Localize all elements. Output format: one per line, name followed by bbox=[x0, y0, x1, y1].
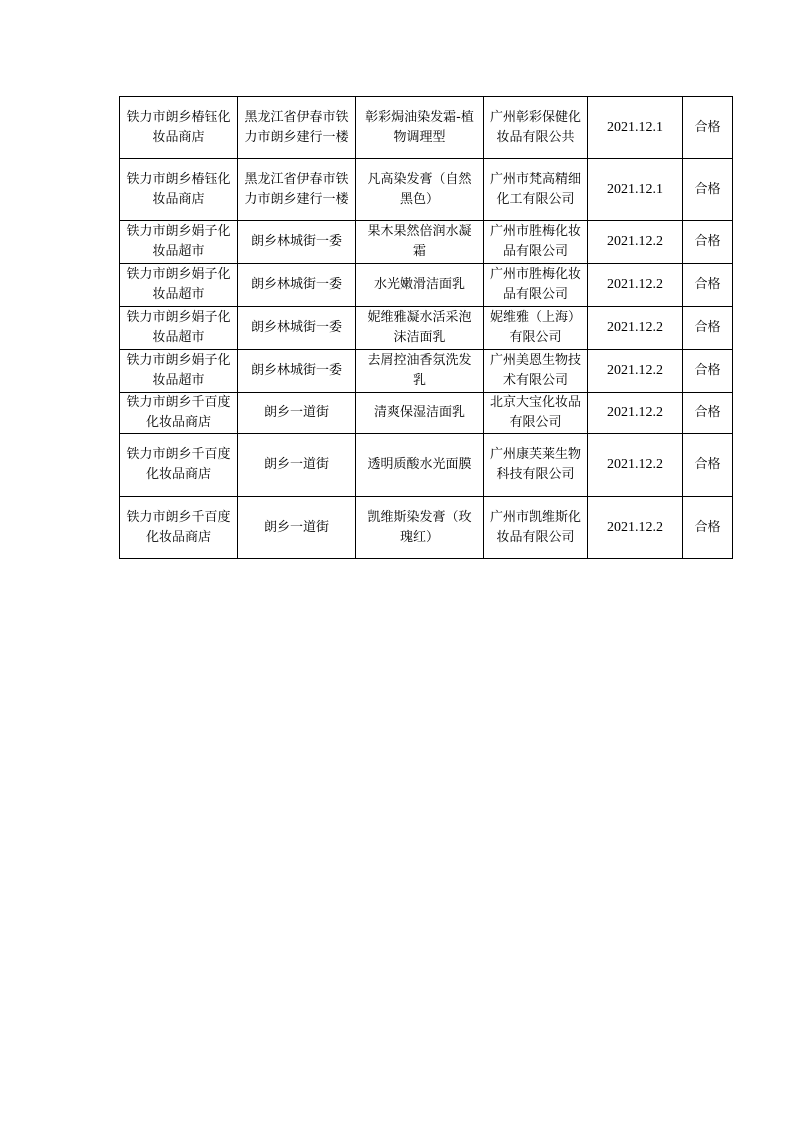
table-row bbox=[120, 350, 733, 393]
store-name-cell: 铁力市朗乡千百度化妆品商店 bbox=[120, 393, 238, 434]
result-cell: 合格 bbox=[683, 221, 733, 264]
product-name-cell: 凯维斯染发膏（玫瑰红） bbox=[356, 497, 484, 559]
product-name-cell: 果木果然倍润水凝霜 bbox=[356, 221, 484, 264]
product-name-cell: 水光嫩滑洁面乳 bbox=[356, 264, 484, 307]
manufacturer-cell: 妮维雅（上海）有限公司 bbox=[484, 307, 588, 350]
result-cell: 合格 bbox=[683, 307, 733, 350]
table-row bbox=[120, 159, 733, 221]
store-name-cell: 铁力市朗乡娟子化妆品超市 bbox=[120, 307, 238, 350]
inspection-results-table bbox=[119, 96, 733, 559]
store-name-cell: 铁力市朗乡椿钰化妆品商店 bbox=[120, 97, 238, 159]
store-address-cell: 朗乡林城街一委 bbox=[238, 350, 356, 393]
store-name-cell: 铁力市朗乡千百度化妆品商店 bbox=[120, 497, 238, 559]
store-name-cell: 铁力市朗乡娟子化妆品超市 bbox=[120, 221, 238, 264]
result-cell: 合格 bbox=[683, 393, 733, 434]
store-address-cell: 朗乡林城街一委 bbox=[238, 307, 356, 350]
table-row bbox=[120, 221, 733, 264]
product-name-cell: 彰彩焗油染发霜-植物调理型 bbox=[356, 97, 484, 159]
store-address-cell: 朗乡一道街 bbox=[238, 497, 356, 559]
store-name-cell: 铁力市朗乡椿钰化妆品商店 bbox=[120, 159, 238, 221]
table-row bbox=[120, 264, 733, 307]
table-row bbox=[120, 393, 733, 434]
store-address-cell: 黑龙江省伊春市铁力市朗乡建行一楼 bbox=[238, 97, 356, 159]
product-name-cell: 去屑控油香氛洗发乳 bbox=[356, 350, 484, 393]
store-name-cell: 铁力市朗乡娟子化妆品超市 bbox=[120, 350, 238, 393]
store-address-cell: 黑龙江省伊春市铁力市朗乡建行一楼 bbox=[238, 159, 356, 221]
sampling-date-cell: 2021.12.1 bbox=[588, 159, 683, 221]
sampling-date-cell: 2021.12.2 bbox=[588, 393, 683, 434]
manufacturer-cell: 北京大宝化妆品有限公司 bbox=[484, 393, 588, 434]
product-name-cell: 清爽保湿洁面乳 bbox=[356, 393, 484, 434]
manufacturer-cell: 广州市梵高精细化工有限公司 bbox=[484, 159, 588, 221]
table-row bbox=[120, 307, 733, 350]
sampling-date-cell: 2021.12.2 bbox=[588, 264, 683, 307]
result-cell: 合格 bbox=[683, 434, 733, 497]
store-name-cell: 铁力市朗乡娟子化妆品超市 bbox=[120, 264, 238, 307]
product-name-cell: 妮维雅凝水活采泡沫洁面乳 bbox=[356, 307, 484, 350]
table-row bbox=[120, 497, 733, 559]
manufacturer-cell: 广州美恩生物技术有限公司 bbox=[484, 350, 588, 393]
product-name-cell: 透明质酸水光面膜 bbox=[356, 434, 484, 497]
result-cell: 合格 bbox=[683, 159, 733, 221]
result-cell: 合格 bbox=[683, 350, 733, 393]
sampling-date-cell: 2021.12.1 bbox=[588, 97, 683, 159]
result-cell: 合格 bbox=[683, 264, 733, 307]
store-address-cell: 朗乡一道街 bbox=[238, 393, 356, 434]
sampling-date-cell: 2021.12.2 bbox=[588, 434, 683, 497]
store-address-cell: 朗乡林城街一委 bbox=[238, 221, 356, 264]
manufacturer-cell: 广州市胜梅化妆品有限公司 bbox=[484, 221, 588, 264]
store-address-cell: 朗乡一道街 bbox=[238, 434, 356, 497]
manufacturer-cell: 广州市胜梅化妆品有限公司 bbox=[484, 264, 588, 307]
manufacturer-cell: 广州彰彩保健化妆品有限公共 bbox=[484, 97, 588, 159]
result-cell: 合格 bbox=[683, 497, 733, 559]
sampling-date-cell: 2021.12.2 bbox=[588, 350, 683, 393]
product-name-cell: 凡高染发膏（自然黑色） bbox=[356, 159, 484, 221]
sampling-date-cell: 2021.12.2 bbox=[588, 497, 683, 559]
sampling-date-cell: 2021.12.2 bbox=[588, 307, 683, 350]
sampling-date-cell: 2021.12.2 bbox=[588, 221, 683, 264]
result-cell: 合格 bbox=[683, 97, 733, 159]
manufacturer-cell: 广州市凯维斯化妆品有限公司 bbox=[484, 497, 588, 559]
manufacturer-cell: 广州康芙莱生物科技有限公司 bbox=[484, 434, 588, 497]
store-name-cell: 铁力市朗乡千百度化妆品商店 bbox=[120, 434, 238, 497]
table-row bbox=[120, 97, 733, 159]
table-row bbox=[120, 434, 733, 497]
store-address-cell: 朗乡林城街一委 bbox=[238, 264, 356, 307]
